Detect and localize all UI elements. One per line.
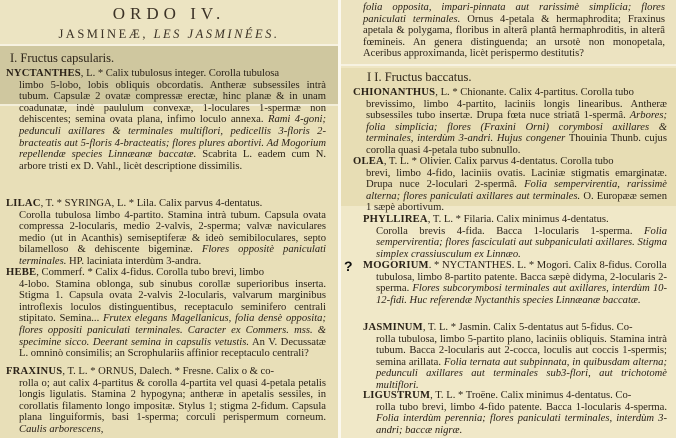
entry-head: , T. L. * Jasmin. Calix 5-dentatus aut 5-fidus. Co- — [422, 322, 633, 333]
order-title: ORDO IV. — [112, 4, 226, 23]
entry-tail: O. Europææ semen 1 sæpè abortivum. — [366, 190, 667, 214]
section-heading-capsularis: I. Fructus capsularis. — [10, 51, 115, 65]
entry-italic: Folia ternata aut subpinnata, in quibusdam alterna; pedunculi axillares aut terminales sub3-flori, aut trichotomè multiflori. — [376, 356, 667, 391]
entry-head: , T. L. * Troëne. Calix minimus 4-dentatus. Co- — [430, 390, 632, 401]
entry-phyllirea — [363, 214, 667, 260]
entry-head: , T. L. * Filaria. Calix minimus 4-dentatus. — [427, 214, 609, 225]
entry-text: rolla o; aut calix 4-partitus & corolla 4-partita vel quasi 4-petala petalis longis ligulatis. Stamina 2 hypogyna; antheræ in apetalis sessiles, in corollatis filamento longo impositæ. Stylus 1; stigma 2-fidum. Capsula plana linguiformis, basi 1-sperma; corculi perispermum corneum. — [19, 377, 326, 424]
entry-tail: Thouinia Thunb. cujus corolla quasi 4-petala tubo subnullo. — [366, 133, 667, 156]
genus-name: CHIONANTHUS — [353, 87, 436, 98]
entry-chionanthus — [353, 87, 667, 157]
scan-seam — [341, 64, 676, 66]
entry-italic: Caulis arborescens, — [19, 423, 104, 435]
entry-italic: Folia interdùm perennia; flores paniculati terminales, interdùm 3-andri; baccæ nigræ. — [376, 413, 667, 436]
entry-text: rolla tubulosa, limbo 5-partito plano, laciniis obliquis. Stamina intrà tubum. Bacca 2-locularis aut 2-cocca, loculis aut coccis 1-spermis; semina arillata. — [376, 333, 667, 368]
entry-head: , L. * Chionante. Calix 4-partitus. Corolla tubo — [435, 87, 634, 98]
genus-name: NYCTANTHES — [6, 68, 81, 79]
entry-head: , L. * Calix tubulosus integer. Corolla tubulosa — [80, 68, 280, 79]
genus-name: LIGUSTRUM — [363, 390, 431, 401]
genus-name: OLEA — [353, 156, 384, 167]
entry-fraxinus-continued — [363, 2, 665, 60]
entry-italic: Flores subcorymbosi terminales aut axillares, interdùm 10-12-fidi. Huc referendæ Nyctanthis species Linnæanæ baccatæ. — [376, 283, 667, 306]
entry-tail: HP. laciniata interdùm 3-andra. — [69, 255, 202, 267]
family-french: LES JASMINÉES. — [153, 27, 280, 41]
entry-nyctanthes — [6, 68, 326, 172]
entry-text: brevissimo, limbo 4-partito, laciniis longis linearibus. Antheræ subsessiles tubo insertæ. Drupa fœta nuce striatâ 1-spermâ. — [366, 98, 667, 122]
family-latin: JASMINEÆ, — [58, 27, 148, 41]
genus-name: LILAC — [6, 198, 41, 209]
entry-mogorium — [363, 260, 667, 306]
entry-olea — [353, 156, 667, 214]
entry-text: Corolla brevis 4-fida. Bacca 1-locularis 1-sperma. — [376, 225, 633, 237]
entry-italic: Folia sempervirentia, rarissimè alterna; flores paniculati axillares aut terminales. — [366, 179, 668, 202]
entry-head: , T. L. * ORNUS, Dalech. * Fresne. Calix o & co- — [62, 366, 275, 377]
entry-ligustrum — [363, 390, 667, 436]
genus-name: PHYLLIREA — [363, 214, 428, 225]
entry-text: tubulosa, limbo 8-partito patente. Bacca sæpè didyma, 2-locularis 2-sperma. — [376, 271, 667, 295]
entry-jasminum — [363, 322, 667, 392]
entry-italic: folia opposita, impari-pinnata aut rarissimè simplicia; flores paniculati terminales. — [363, 2, 665, 25]
entry-text: 4-lobo. Stamina oblonga, sub sinubus corollæ superioribus inserta. Stigma 1. Capsula ovata 2-valvis 2-locularis, valvarum marginibus introflexis loculos distinguentibus, receptaculo seminifero centrali stipitato. Semina... — [19, 278, 326, 325]
entry-text: limbo 5-lobo, lobis obliquis obcordatis. Antheræ subsessiles intrà tubum. Capsulæ 2 ovatæ compressæ erectæ, hinc planæ & in unam coadunatæ, indè paululum convexæ, 1-loculares 1-spermæ non dehiscentes; semina ovata plana, infimo loculo annexa. — [19, 79, 326, 126]
entry-tail: Ornus 4-petala & hermaphrodita; Fraxinus apetala & polygama, floribus in alterâ plantâ hermaphroditis, in alterâ fœmineis. An genera distinguenda; an ursotè non monopetala, Aceribus approximanda, licèt perispermo destitutis? — [363, 13, 666, 60]
entry-italic: Folia sempervirentia; flores fasciculati aut subpaniculati axillares. Stigma simplex crassiusculum ex Linnæo. — [376, 225, 667, 260]
entry-head: , T. L. * Olivier. Calix parvus 4-dentatus. Corolla tubo — [383, 156, 614, 167]
entry-italic: Flores oppositè paniculati terminales. — [19, 244, 326, 267]
genus-name: HEBE — [6, 267, 37, 278]
entry-head: , T. * SYRINGA, L. * Lila. Calix parvus 4-dentatus. — [40, 198, 263, 209]
entry-text: brevi, limbo 4-fido, laciniis ovatis. Laciniæ stigmatis emarginatæ. Drupa nuce 2-loculari 2-spermâ. — [366, 167, 667, 191]
entry-text: Corolla tubulosa limbo 4-partito. Stamina intrà tubum. Capsula ovata compressa 2-locularis, medio 2-valvis, 2-sperma; valvæ naviculares medio (ut in Acanthis) semiseptiferæ & ideò semibiloculares, septo bilamelloso & dehiscente bigeminæ. — [19, 209, 326, 256]
family-title — [0, 27, 338, 42]
entry-text: rolla tubo brevi, limbo 4-fido patente. Bacca 1-locularis 4-sperma. — [376, 401, 667, 413]
genus-name: FRAXINUS — [6, 366, 63, 377]
entry-head: . * NYCTANTHES. L. * Mogori. Calix 8-fidus. Corolla — [428, 260, 667, 271]
entry-italic: Arbores; folia simplicia; flores (Fraxini Orni) corymbosi axillares & terminales, interdùm 3-andri. Hujus congener — [366, 110, 667, 145]
entry-head: , Commerf. * Calix 4-fidus. Corolla tubo brevi, limbo — [36, 267, 264, 278]
query-mark: ? — [344, 258, 353, 274]
entry-lilac — [6, 198, 326, 268]
entry-hebe — [6, 267, 326, 360]
entry-tail: An V. Decussatæ L. omninò consimilis; an Scrophulariis affinior receptaculo centrali? — [19, 336, 326, 360]
entry-fraxinus — [6, 366, 326, 436]
section-heading-baccatus: I I. Fructus baccatus. — [367, 70, 472, 84]
right-page-column — [341, 0, 676, 438]
genus-name: JASMINUM — [363, 322, 423, 333]
genus-name: MOGORIUM — [363, 260, 429, 271]
entry-tail: Scabrita L. eadem cum N. arbore tristi ex D. Vahl., licèt descriptione dissimilis. — [19, 149, 326, 172]
entry-italic: Frutex elegans Magellanicus, folia densè opposita; flores oppositi paniculati terminales. Caracter ex Commers. mss. & specimine sicco. Deerant semina in capsulis vetustis. — [19, 313, 326, 348]
entry-italic: Rami 4-goni; pedunculi axillares & terminales multiflori, pedicellis 3-floris 2-bracteatis aut 5-floris 4-bracteatis; flores plures abortivi. Ad Mogorium repellendæ species Linnæanæ baccatæ. — [19, 114, 326, 161]
